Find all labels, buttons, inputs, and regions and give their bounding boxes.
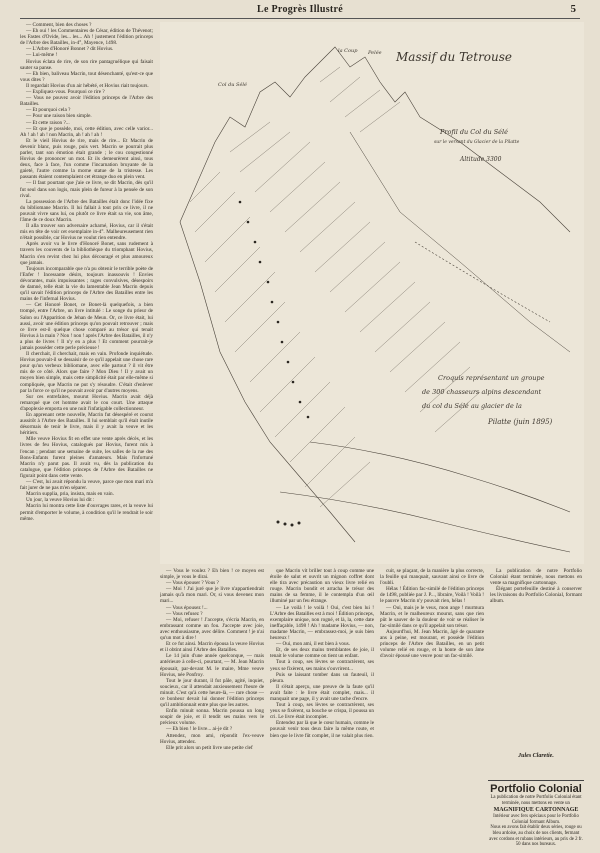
paragraph: — Moi, refuser ! J'accepte, s'écria Macrin, en embrassant comme un fou. J'accepte avec joie, avec enthousiasme, avec délire. Comment ! je n'ai qu'un mot à dire ! (160, 616, 264, 642)
paragraph: Tout à coup, ses lèvres se contractèrent, ses yeux se fixèrent, sa bouche se crispa, il poussa un cri. Le livre était incomplet. (270, 702, 374, 721)
paragraph: — Oui, mais je le veux, mon ange ! murmura Macrin, et le malheureux mourut, sans que rien pût le sauver de la douleur de voir se réaliser le fac-similé dans ce qu'il appelait son trésor. (380, 604, 484, 629)
caption-line-3: du col du Sélé au glacier de la (422, 402, 522, 410)
paragraph: Attendez, mon ami, répondit l'ex-veuve Hovius, attendez. (160, 732, 264, 745)
article-column-bottom-1 (160, 568, 264, 848)
paragraph: Et ce fut ainsi. Macrin épousa la veuve Hovius et il obtint ainsi l'Arbre des Batailles. (160, 641, 264, 654)
paragraph: — Cet Honoré Bonet, ce Bonet-là quelquefois, a bien trompé, entre l'Arbre, un livre intitulé : Le songe du prieur de Salon ou l'Apparition de Jehan de Meun. Or, ce livre était, lui aussi, avoir une édition princeps qu'on pouvait retrouver ; mais ce livre est-il quelque chose comparé au trésor qui tenait Hovius à la main ? Non ! non ! après l'Arbre des Batailles, il n'y a plus de livres ! Il n'y en a plus ! Et comment pourrait-je jamais posséder cette perle précieuse ! (20, 302, 153, 351)
paragraph: Tout le jour durant, il fut pâle, agité, inquiet, soucieux, car il attendait anxieusement l'heure de minuit. C'est qu'à cette heure-là, — rare chose — ce bonheur devait lui donner l'édition princeps qu'il ambitionnait entre plus que les autres. (160, 677, 264, 709)
paragraph: Sur ces entrefaites, mourut Hovius. Macrin avait déjà remarqué que cet homme avait le cou court. Une attaque d'apoplexie emporta en une nuit l'infatigable collectionneur. (20, 393, 153, 412)
paragraph: — Et que je possède, moi, cette édition, avec celle varior... Ah ! ah ! ah ! non Macrin, ah ! ah ! ah ! (20, 125, 153, 138)
paragraph: — Et cette raison ?... (26, 119, 70, 126)
paragraph: Macrin supplia, pria, insista, mais en vain. (26, 491, 114, 498)
portfolio-advertisement (488, 780, 584, 849)
paragraph: Il s'était aperçu, une preuve de la faute qu'il avait faite : le livre était complet, mais... il manquait une page, il y avait une tache d'encre. (270, 683, 374, 702)
paragraph: Toujours incomparable que n'a pu obtenir le terrible poète de l'Enfer ! Incessante désirs, toujours inassouvis ! Envies dévorantes, mais impuissantes ; rages convulsives, désespoirs de damné, telle était la vie du lamentable Jean Macrin depuis qu'il savait l'édition princeps de l'Arbre des Batailles entre les mains de l'infernal Hovius. (20, 265, 153, 303)
page-number: 5 (570, 3, 576, 15)
article-column-bottom-4 (490, 568, 582, 768)
paragraph: Un jour, la veuve Hovius lui dit : (26, 497, 95, 504)
label-peak-1: la Coup (338, 48, 358, 54)
paragraph: Puis se laissant tomber dans un fauteuil, il pleura. (270, 671, 374, 684)
paragraph: — Eh bien, baliveau Macrin, tout désenchanté, qu'est-ce que vous dites ? (20, 70, 153, 83)
label-peak-2: Pelée (368, 50, 382, 56)
article-column-bottom-2 (270, 568, 374, 848)
paragraph: — Lui-même ! (26, 52, 58, 59)
paragraph: Entendez par là que le cœur humain, comme le pouvait venir tous deux faire la même route, et bien que le livre fût complet, il ne valait plus rien. (270, 720, 374, 739)
ad-line-1: La publication de notre Portfolio Colonial étant terminée, nous mettons en vente un (490, 795, 582, 806)
author-signature: Jules Claretie. (518, 753, 554, 759)
paragraph: — Le voilà ! le voilà ! Oui, c'est bien lui ! L'Arbre des Batailles est à moi ! Édition princeps, exemplaire unique, non rogné, et là, la, cette date ineffaçable, 1498 ! Ah ! madame Hovius, — non, madame Macrin, — embrassez-moi, je suis bien heureux ! (270, 604, 374, 642)
paragraph: Macrin lui montra cette liste d'ouvrages rares, et la veuve lui permit d'emporter le volume, à condition qu'il le rendrait le soir même. (20, 503, 153, 522)
paragraph: Tout à coup, ses lèvres se contractèrent, ses yeux se fixèrent, ses mains s'ouvrirent... (270, 659, 374, 672)
label-col: Col du Sélé (218, 82, 247, 88)
caption-line-4: Pilatte (juin 1895) (488, 418, 553, 426)
mountain-sketch-illustration (160, 22, 584, 564)
paragraph: Hovius éclata de rire, de son rire pantagruélique qui faisait sauter sa panse. (20, 58, 153, 71)
label-altitude: Altitude 3300 (460, 156, 502, 163)
paragraph: Il alla trouver son adversaire acharné, Hovius, car il s'était mis en tête de voir cet exemplaire in-4°. Malheureusement rien n'était possible, car Hovius ne voulut rien entendre. (20, 223, 153, 242)
label-massif: Massif du Tetrouse (396, 50, 513, 64)
caption-line-1: Croquis représentant un groupe (438, 374, 545, 382)
paragraph: — Moi ! J'ai juré que je livre n'appartiendrait jamais qu'à mon mari. Or, si vous devenez mon mari... (160, 586, 264, 605)
paragraph: — Eh bien ! le livre... ai-je dit ? (166, 726, 233, 733)
ad-line-3: Nous en avons fait établir deux séries, rouge ou bleu ardoise, au choix de nos clients, fermant avec cordons et rubans intérieurs, au prix de 2 fr. 50 dans nos bureaux. (489, 825, 583, 848)
ad-line-2: Intérieur avec fers spéciaux pour le Portfolio Colonial formant Album. (493, 814, 579, 825)
ad-title: Portfolio Colonial (490, 783, 582, 795)
paragraph: — Et pourquoi cela ? (26, 107, 71, 114)
paragraph: — Expliquez-vous. Pourquoi ce rire ? (26, 89, 105, 96)
paragraph: que Macrin vit briller tout à coup comme une étoile de salut et ouvrit un mignon coffret dont elle tira avec précaution un vieux livre relié en rouge. Macrin bondit et arracha le trésor des mains de sa femme, il le contempla d'un œil illuminé par un feu étrange. (270, 568, 374, 605)
paragraph: — Vous épousez !... (166, 604, 208, 611)
caption-line-2: de 300 chasseurs alpins descendant (422, 388, 542, 396)
paragraph: Elle prit alors un petit livre une petite clef (166, 744, 253, 751)
paragraph: La possession de l'Arbre des Batailles était donc l'idée fixe du bibliomane Macrin. Il lui fallait à tout prix ce livre, il ne pouvait vivre sans lui, ou plutôt ce livre était sa vie, son âme, l'âme de ce doux Macrin. (20, 198, 153, 223)
paragraph: — C'est, lui avait répondu la veuve, parce que mon mari m'a fait jurer de ne pas m'en séparer. (20, 479, 153, 492)
article-column-left (20, 22, 153, 848)
paragraph: Le 14 juin d'une année quelconque, — mais antérieure à celle-ci, pourtant, — M. Jean Macrin épousait, par-devant M. le maire, Mme veuve Hovius, née Ponfroy. (160, 653, 264, 678)
paragraph: — L'Arbre d'Honoré Bonnet ? dit Hovius. (26, 46, 114, 53)
paragraph: — Comment, bien des choses ? (26, 22, 92, 28)
paragraph: — Vous le voulez ? Eh bien ! ce moyen est simple, je vous le dirai. (160, 568, 264, 581)
paragraph: Hélas ! Édition fac-similé de l'édition princeps de 1498, publiée par J. P..., libraire, Voilà ! Voilà ! le pauvre Macrin n'y pouvait rien, hélas ! (380, 586, 484, 605)
paragraph: Et le vieil Hovius de rire, mais de rire... Et Macrin de devenir blanc, puis rouge, puis vert. Macrin se pourrait plus parler, tant son émotion était grande ; le cou congestionné Hovius de prononcer un mot. Et ils demeurèrent ainsi, tous deux, face à face, l'un comme l'incarnation bruyante de la gaieté, l'autre comme la morne statue de la tristesse. Les passants étaient contemplaient cet étrange duo en plein vent. (20, 137, 153, 181)
paragraph: — Eh oui ! les Commentaires de César, édition de Thévenot; les Fastes d'Ovide, les... les... Ah ! justement l'édition princeps de l'Arbre des Batailles, in-4°, Mayence, 1498. (20, 28, 153, 47)
paragraph: cuit, se plaçant, de la manière la plus correcte, la feuille qui manquait, sauvant ainsi ce livre de l'oubli. (380, 568, 484, 587)
page-header (20, 2, 580, 19)
label-profile-1: Profil du Col du Sélé (440, 128, 508, 136)
paragraph: Et, de ses deux mains tremblantes de joie, il tenait le volume comme on tient un enfant. (270, 647, 374, 660)
paragraph: — Vous épouser ? Vous ? (166, 580, 219, 587)
paragraph: — Vous refusez ? (166, 610, 203, 617)
paragraph: — Oui, mon ami, il est bien à vous. (276, 641, 350, 648)
label-profile-2: sur le versant du Glacier de la Pilatte (434, 140, 520, 145)
paragraph: — Pour une raison bien simple. (26, 113, 92, 120)
paragraph: Aujourd'hui, M. Jean Macrin, âgé de quarante ans à peine, est mourant, et possède l'édition princeps de l'Arbre des Batailles, en un petit volume relié en rouge, et la honte de son âme d'avoir épousé une veuve pour un fac-similé. (380, 628, 484, 660)
paragraph: Mlle veuve Hovius fit en effet une vente après décès, et les livres de feu Hovius, catalogués par Hovius, furent mis à l'encan ; pendant une semaine de suite, les salles de la rue des Bons-Enfants furent pleines d'amateurs. Mais l'infortuné Macrin n'y parut pas. Il avait vu, dès la publication du catalogue, que l'édition princeps de l'Arbre des Batailles ne figurait point dans cette vente. (20, 436, 153, 479)
article-column-bottom-3 (380, 568, 484, 848)
paragraph: — Il faut pourtant que j'aie ce livre, se dit Macrin, dès qu'il fut seul dans son logis, mais plein de fureur à la pensée de son rival. (20, 180, 153, 199)
paragraph: Après avoir vu le livre d'Honoré Bonet, sans rudement à travers les couvents de la bibliothèque du triomphant Hovius, Macrin s'en revint chez lui plus découragé et plus amoureux que jamais. (20, 241, 153, 266)
newspaper-title: Le Progrès Illustré (256, 4, 344, 15)
paragraph: La publication de notre Portfolio Colonial étant terminée, nous mettons en vente sa magnifique cartonnage. (490, 568, 582, 587)
paragraph: — Vous ne pouvez avoir l'édition princeps de l'Arbre des Batailles. (20, 95, 153, 108)
paragraph: Il regardait Hovius d'un air hébété, et Hovius riait toujours. (26, 82, 149, 89)
paragraph: Il cherchait, il cherchait, mais en vain. Profonde inquiétude. Hovius pouvait-il se dessaisir de ce qu'il appelait une chose rare pour qu'un verbeux bibliomane, avec elle partout ? il vit être mis de ce côté. Alors que faire ? Mon Dieu ! Il y avait un moyen bien simple, mais cette simplicité était par elle-même si compliquée, que Macrin ne put s'y résoudre. C'était d'enlever par la force ce qu'il ne pouvait avoir par d'autres moyens. (20, 351, 153, 394)
mountain-sketch-drawing (160, 22, 584, 564)
paragraph: En apprenant cette nouvelle, Macrin fut désespéré et courut aussitôt à l'Arbre des Batailles. Il lui semblait qu'il était inutile désormais de tenir le livre, mais il y avait la veuve et les héritiers. (20, 412, 153, 437)
paragraph: Enfin minuit sonna. Macrin poussa un long soupir de joie, et il tendit ses mains vers le précieux volume. (160, 708, 264, 727)
paragraph: Élégant portefeuille destiné à conserver les livraisons du Portfolio Colonial, formant album. (490, 586, 582, 605)
ad-headline: MAGNIFIQUE CARTONNAGE (493, 807, 579, 814)
